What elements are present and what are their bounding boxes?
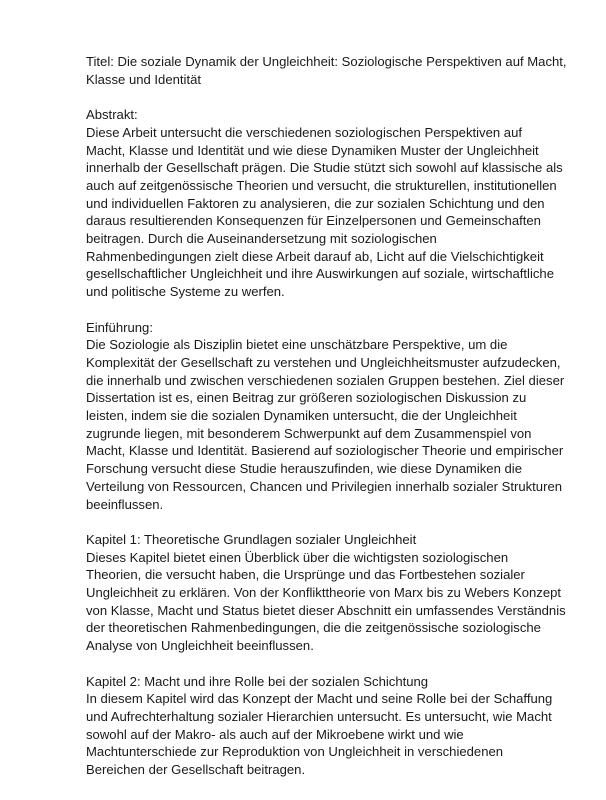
section-introduction <box>86 319 566 514</box>
title-line: Klasse und Identität <box>86 71 202 87</box>
paragraph-line: Forschung versucht diese Studie herauszufinden, wie diese Dynamiken die <box>86 461 522 477</box>
paragraph-line: die innerhalb und zwischen verschiedenen sozialen Gruppen bestehen. Ziel dieser <box>86 372 565 388</box>
section-heading: Kapitel 2: Macht und ihre Rolle bei der sozialen Schichtung <box>86 673 429 689</box>
paragraph-line: Machtunterschiede zur Reproduktion von Ungleichheit in verschiedenen <box>86 744 504 760</box>
paragraph-line: gesellschaftlicher Ungleichheit und ihre Auswirkungen auf soziale, wirtschaftliche <box>86 266 554 282</box>
paragraph-line: leisten, indem sie die sozialen Dynamiken untersucht, die der Ungleichheit <box>86 408 517 424</box>
paragraph-line: Analyse von Ungleichheit beeinflussen. <box>86 638 314 654</box>
paragraph-line: Theorien, die versucht haben, die Ursprünge und das Fortbestehen sozialer <box>86 567 525 583</box>
paragraph-line: und politische Systeme zu werfen. <box>86 284 285 300</box>
paragraph-line: Bereichen der Gesellschaft beitragen. <box>86 762 306 778</box>
paragraph-line: Macht, Klasse und Identität und wie diese Dynamiken Muster der Ungleichheit <box>86 142 539 158</box>
paragraph-line: daraus resultierenden Konsequenzen für Einzelpersonen und Gemeinschaften <box>86 213 541 229</box>
paragraph-line: Diese Arbeit untersucht die verschiedenen soziologischen Perspektiven auf <box>86 124 522 140</box>
paragraph-line: Die Soziologie als Disziplin bietet eine unschätzbare Perspektive, um die <box>86 337 508 353</box>
paragraph-line: In diesem Kapitel wird das Konzept der Macht und seine Rolle bei der Schaffung <box>86 691 553 707</box>
paragraph-line: innerhalb der Gesellschaft prägen. Die Studie stützt sich sowohl auf klassische als <box>86 160 563 176</box>
paragraph-line: und individuellen Faktoren zu analysieren, die zur sozialen Schichtung und den <box>86 195 545 211</box>
paragraph-line: Macht, Klasse und Identität. Basierend auf soziologischer Theorie und empirischer <box>86 443 564 459</box>
paragraph-line: auch auf zeitgenössische Theorien und versucht, die strukturellen, institutionellen <box>86 177 557 193</box>
paragraph-line: Dieses Kapitel bietet einen Überblick über die wichtigsten soziologischen <box>86 549 509 565</box>
section-heading: Einführung: <box>86 319 153 335</box>
paragraph-line: Komplexität der Gesellschaft zu verstehen und Ungleichheitsmuster aufzudecken, <box>86 354 561 370</box>
paragraph-line: Rahmenbedingungen zielt diese Arbeit darauf ab, Licht auf die Vielschichtigkeit <box>86 248 544 264</box>
paragraph-line: der theoretischen Rahmenbedingungen, die die zeitgenössische soziologische <box>86 620 541 636</box>
document-title <box>86 53 566 88</box>
section-heading: Abstrakt: <box>86 107 138 123</box>
title-line: Titel: Die soziale Dynamik der Ungleichheit: Soziologische Perspektiven auf Macht, <box>86 54 567 69</box>
section-chapter-1 <box>86 531 566 655</box>
paragraph-line: Ungleichheit zu erklären. Von der Konflikttheorie von Marx bis zu Webers Konzept <box>86 585 562 601</box>
section-abstract <box>86 106 566 301</box>
paragraph-line: von Klasse, Macht und Status bietet dieser Abschnitt ein umfassendes Verständnis <box>86 602 566 618</box>
document-body <box>86 53 566 796</box>
paragraph-line: Verteilung von Ressourcen, Chancen und Privilegien innerhalb sozialer Strukturen <box>86 478 563 494</box>
paragraph-line: beitragen. Durch die Auseinandersetzung mit soziologischen <box>86 231 437 247</box>
section-chapter-2 <box>86 673 566 779</box>
section-heading: Kapitel 1: Theoretische Grundlagen sozialer Ungleichheit <box>86 531 417 547</box>
paragraph-line: sowohl auf der Makro- als auch auf der Mikroebene wirkt und wie <box>86 726 464 742</box>
paragraph-line: beeinflussen. <box>86 496 164 512</box>
paragraph-line: und Aufrechterhaltung sozialer Hierarchien untersucht. Es untersucht, wie Macht <box>86 708 552 724</box>
paragraph-line: zugrunde liegen, mit besonderem Schwerpunkt auf dem Zusammenspiel von <box>86 425 532 441</box>
paragraph-line: Dissertation ist es, einen Beitrag zur größeren soziologischen Diskussion zu <box>86 390 527 406</box>
